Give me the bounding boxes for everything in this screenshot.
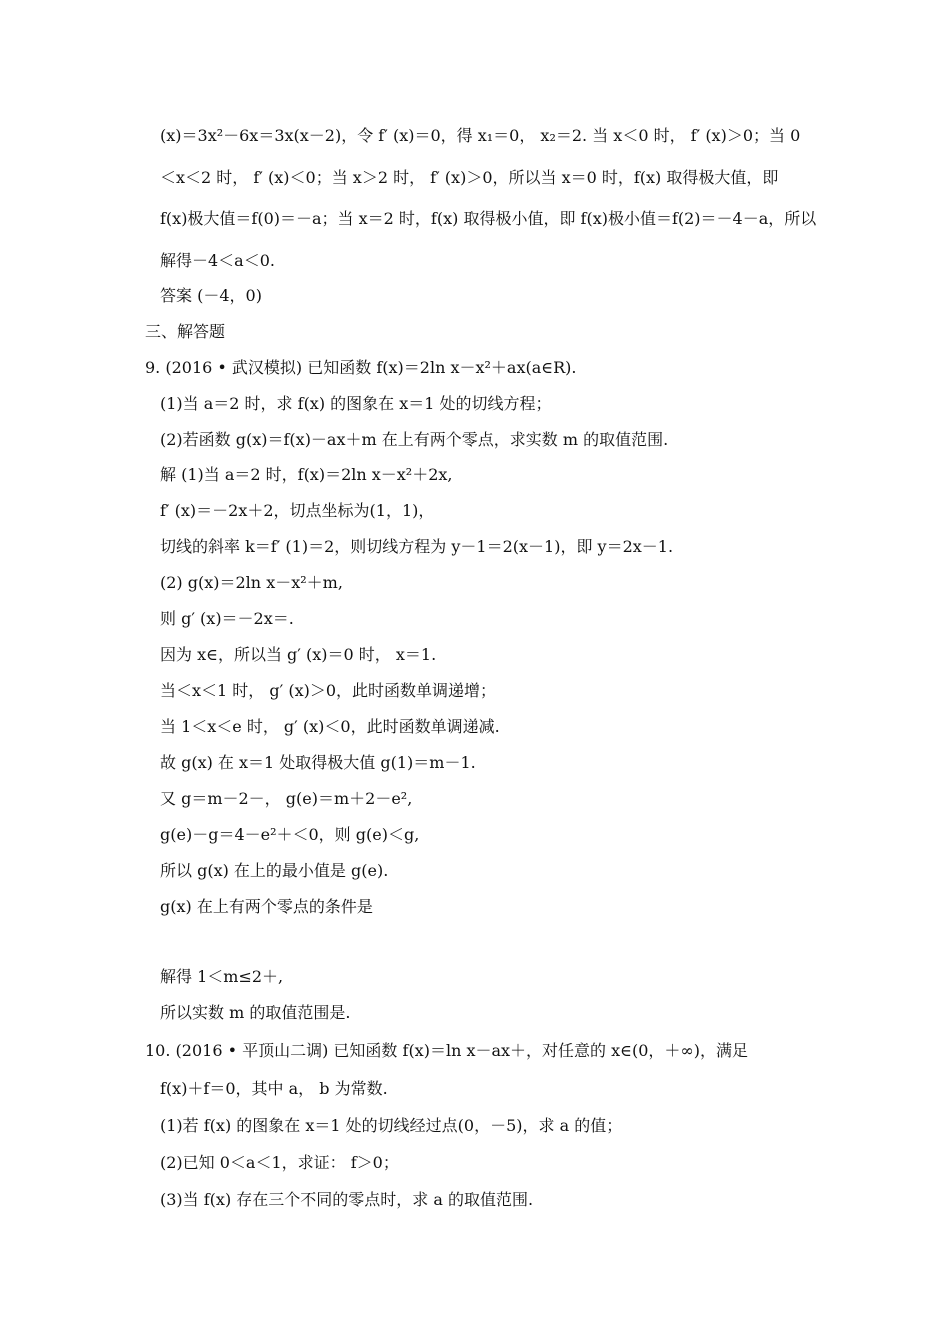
- text-line: ＜x＜2 时， f′ (x)＜0；当 x＞2 时， f′ (x)＞0，所以当 x＝0 时，f(x) 取得极大值，即: [160, 168, 779, 187]
- text-line: f(x)极大值＝f(0)＝－a；当 x＝2 时，f(x) 取得极小值，即 f(x)极小值＝f(2)＝－4－a，所以: [160, 209, 817, 228]
- text-line: 解得－4＜a＜0.: [160, 251, 275, 270]
- solution-line: 故 g(x) 在 x＝1 处取得极大值 g(1)＝m－1.: [160, 753, 476, 772]
- solution-line: 所以实数 m 的取值范围是.: [160, 1003, 351, 1022]
- problem-10-part-2: (2)已知 0＜a＜1，求证： f＞0；: [160, 1153, 399, 1172]
- solution-line: 切线的斜率 k＝f′ (1)＝2，则切线方程为 y－1＝2(x－1)，即 y＝2x－1.: [160, 537, 674, 556]
- answer-line: 答案 (－4，0): [160, 286, 262, 305]
- solution-line: g(x) 在上有两个零点的条件是: [160, 897, 373, 916]
- problem-10-statement: 10. (2016 • 平顶山二调) 已知函数 f(x)＝ln x－ax＋，对任意的 x∈(0，＋∞)，满足: [145, 1041, 748, 1060]
- solution-line: (2) g(x)＝2ln x－x²＋m,: [160, 573, 343, 592]
- section-heading: 三、解答题: [145, 322, 226, 341]
- solution-line: 又 g＝m－2－， g(e)＝m＋2－e²,: [160, 789, 413, 808]
- solution-line: 则 g′ (x)＝－2x＝.: [160, 609, 294, 628]
- solution-line: 当＜x＜1 时， g′ (x)＞0，此时函数单调递增；: [160, 681, 497, 700]
- solution-line: 因为 x∈，所以当 g′ (x)＝0 时， x＝1.: [160, 645, 437, 664]
- problem-9-statement: 9. (2016 • 武汉模拟) 已知函数 f(x)＝2ln x－x²＋ax(a∈R).: [145, 358, 577, 377]
- text-line: (x)＝3x²－6x＝3x(x－2)，令 f′ (x)＝0，得 x₁＝0， x₂＝2. 当 x＜0 时， f′ (x)＞0；当 0: [160, 126, 801, 145]
- problem-9-part-1: (1)当 a＝2 时，求 f(x) 的图象在 x＝1 处的切线方程；: [160, 394, 552, 413]
- solution-line: f′ (x)＝－2x＋2，切点坐标为(1，1)，: [160, 501, 435, 520]
- solution-line: 解得 1＜m≤2＋,: [160, 967, 284, 986]
- problem-10-part-3: (3)当 f(x) 存在三个不同的零点时，求 a 的取值范围.: [160, 1190, 534, 1209]
- problem-9-part-2: (2)若函数 g(x)＝f(x)－ax＋m 在上有两个零点，求实数 m 的取值范围.: [160, 430, 669, 449]
- problem-10-statement-cont: f(x)＋f＝0，其中 a， b 为常数.: [160, 1079, 388, 1098]
- solution-line: 解 (1)当 a＝2 时，f(x)＝2ln x－x²＋2x,: [160, 465, 453, 484]
- problem-10-part-1: (1)若 f(x) 的图象在 x＝1 处的切线经过点(0，－5)，求 a 的值；: [160, 1116, 623, 1135]
- solution-line: g(e)－g＝4－e²＋＜0，则 g(e)＜g,: [160, 825, 420, 844]
- solution-line: 当 1＜x＜e 时， g′ (x)＜0，此时函数单调递减.: [160, 717, 500, 736]
- solution-line: 所以 g(x) 在上的最小值是 g(e).: [160, 861, 389, 880]
